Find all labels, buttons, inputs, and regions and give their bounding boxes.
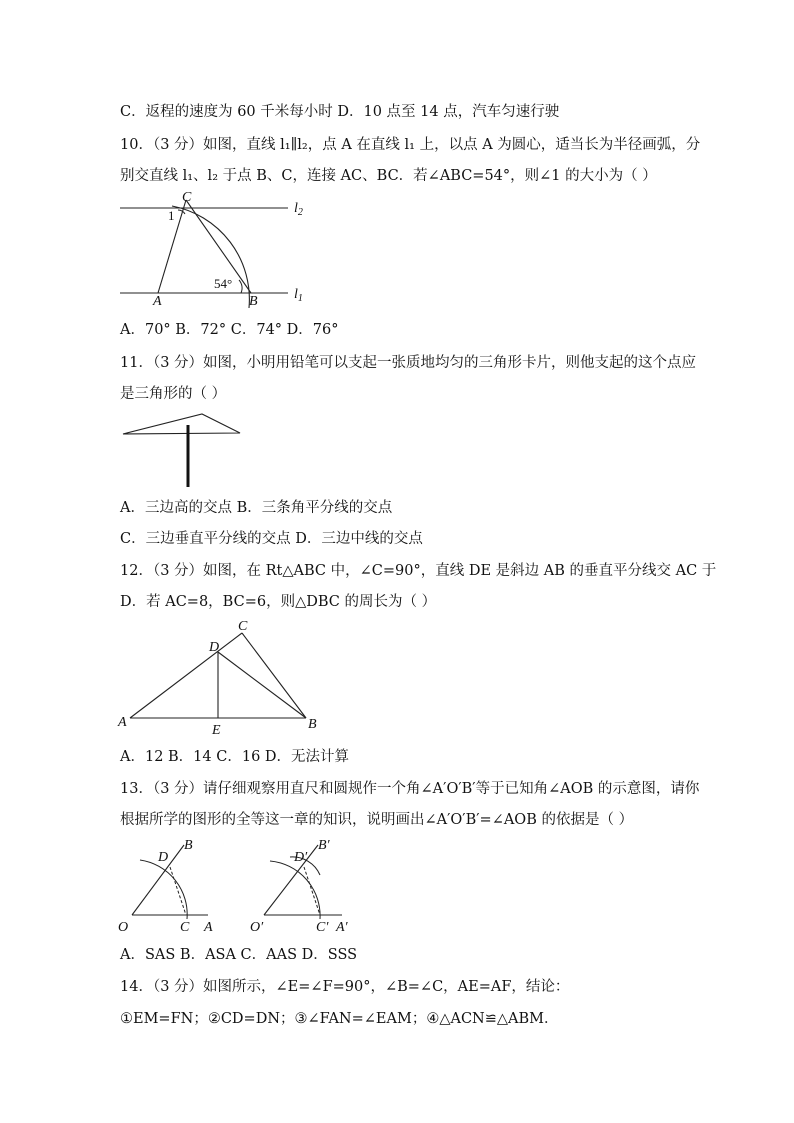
- label-e: E: [212, 723, 221, 738]
- arc-left: [140, 860, 187, 919]
- label-a: A: [118, 715, 127, 730]
- label-b: B: [308, 717, 317, 732]
- label-o-prime: O′: [250, 920, 264, 935]
- label-angle-1: 1: [168, 208, 175, 223]
- label-o: O: [118, 920, 129, 935]
- question-13-line-1: 13．（3 分）请仔细观察用直尺和圆规作一个角∠A′O′B′等于已知角∠AOB 的示意图，请你: [120, 781, 700, 797]
- figure-q13-compass-construction: [118, 835, 358, 937]
- question-14-line-1: 14．（3 分）如图所示，∠E=∠F=90°，∠B=∠C，AE=AF，结论：: [120, 979, 570, 995]
- question-12-line-1: 12．（3 分）如图，在 Rt△ABC 中，∠C=90°，直线 DE 是斜边 AB 的垂直平分线交 AC 于: [120, 563, 717, 579]
- label-b-prime: B′: [318, 838, 330, 853]
- label-a: A: [153, 294, 162, 309]
- label-c: C: [180, 920, 190, 935]
- question-13-line-2: 根据所学的图形的全等这一章的知识，说明画出∠A′O′B′=∠AOB 的依据是（ ）: [120, 812, 634, 828]
- label-b: B: [249, 294, 258, 309]
- option-line-q9-cd: C．返程的速度为 60 千米每小时 D．10 点至 14 点，汽车匀速行驶: [120, 104, 560, 120]
- label-l2: $l_2$: [294, 201, 303, 218]
- question-10-line-2: 别交直线 l₁、l₂ 于点 B、C，连接 AC、BC．若∠ABC=54°，则∠1 的大小为（ ）: [120, 168, 657, 184]
- label-c: C: [182, 190, 192, 205]
- question-11-options-ab: A．三边高的交点 B．三条角平分线的交点: [120, 500, 393, 516]
- dashed-dc: [170, 867, 186, 915]
- question-12-options: A．12 B．14 C．16 D．无法计算: [120, 749, 350, 765]
- question-13-options: A．SAS B．ASA C．AAS D．SSS: [120, 947, 358, 963]
- label-a: A: [204, 920, 213, 935]
- angle-54-mark: [239, 280, 242, 293]
- figure-q10-parallel-lines: [118, 190, 318, 315]
- figure-q12-right-triangle: [118, 618, 328, 740]
- arc-right: [270, 861, 320, 919]
- label-d-prime: D′: [294, 850, 308, 865]
- question-10-options: A．70° B．72° C．74° D．76°: [120, 322, 339, 338]
- segment-db: [218, 652, 306, 718]
- label-c: C: [238, 619, 248, 634]
- figure-q11-triangle-card: [118, 408, 248, 490]
- question-10-line-1: 10．（3 分）如图，直线 l₁∥l₂，点 A 在直线 l₁ 上，以点 A 为圆心，适当长为半径画弧，分: [120, 137, 701, 153]
- label-d: D: [158, 850, 169, 865]
- question-11-line-2: 是三角形的（ ）: [120, 386, 227, 402]
- question-12-line-2: D．若 AC=8，BC=6，则△DBC 的周长为（ ）: [120, 594, 437, 610]
- segment-ac: [130, 633, 242, 718]
- triangle-card: [123, 414, 240, 434]
- question-14-line-2: ①EM=FN；②CD=DN；③∠FAN=∠EAM；④△ACN≌△ABM．: [120, 1011, 559, 1027]
- label-l1: $l_1$: [294, 287, 303, 304]
- label-a-prime: A′: [336, 920, 348, 935]
- segment-cb: [242, 633, 306, 718]
- dashed-dc-prime: [304, 867, 320, 915]
- label-c-prime: C′: [316, 920, 329, 935]
- question-11-line-1: 11．（3 分）如图，小明用铅笔可以支起一张质地均匀的三角形卡片，则他支起的这个点应: [120, 355, 697, 371]
- label-d: D: [209, 640, 220, 655]
- question-11-options-cd: C．三边垂直平分线的交点 D．三边中线的交点: [120, 531, 423, 547]
- ray-ob-prime: [264, 845, 318, 915]
- label-angle-54: 54°: [214, 276, 233, 291]
- label-b: B: [184, 838, 193, 853]
